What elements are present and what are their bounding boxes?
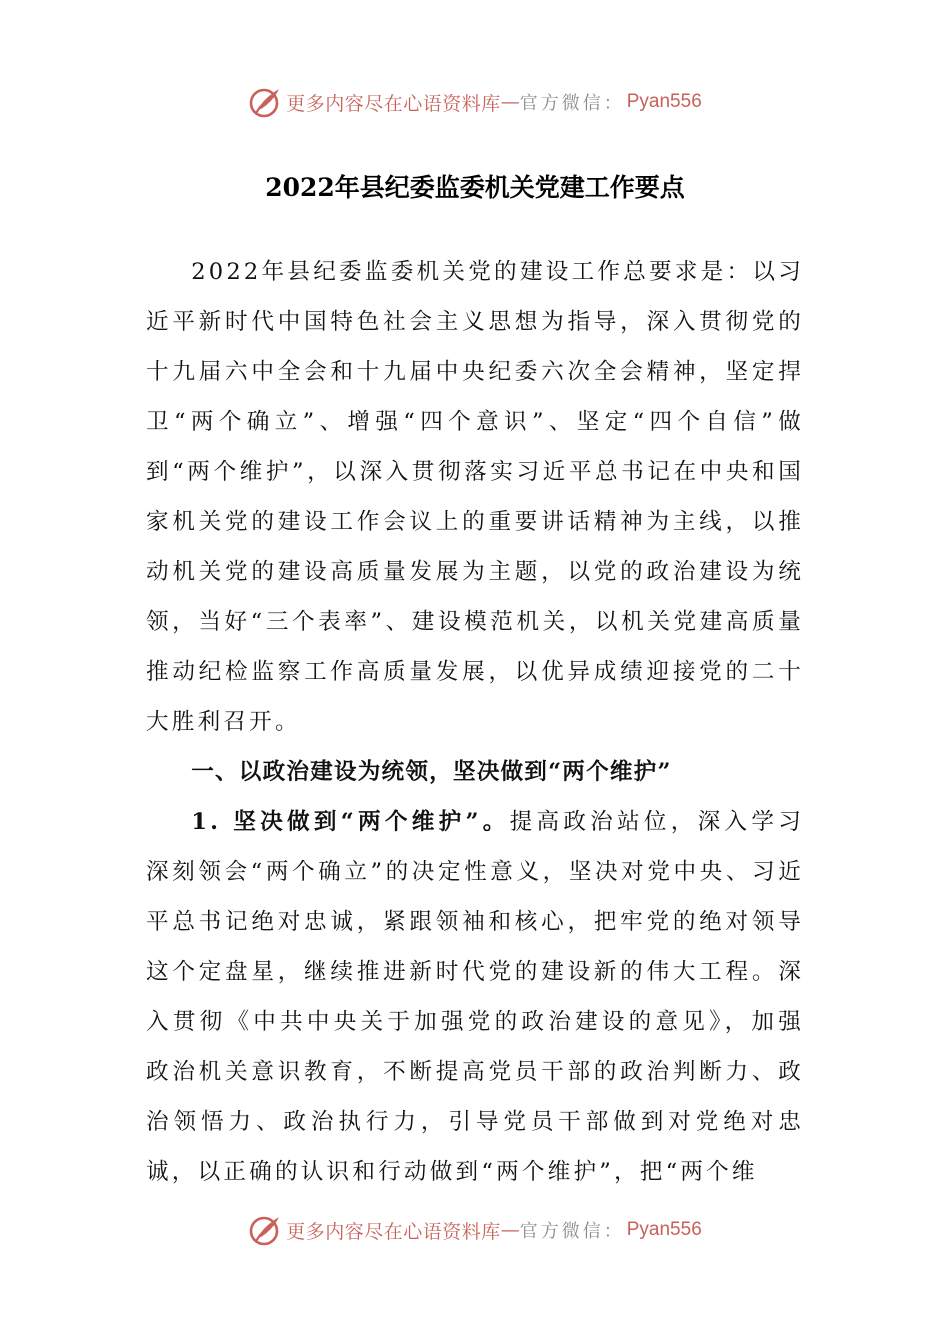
quill-logo-icon [248,85,282,119]
item-paragraph-1 [146,797,804,1197]
watermark-wechat-id: Pyan556 [626,1219,702,1240]
document-body [146,247,804,1197]
watermark-official-label: 官方微信： [519,93,625,114]
section-heading-1: 一、以政治建设为统领，坚决做到“两个维护” [191,759,672,785]
watermark-footer [0,1210,950,1250]
watermark-wechat-id: Pyan556 [626,91,702,112]
watermark-official-label: 官方微信： [519,1221,625,1242]
document-title: 2022年县纪委监委机关党建工作要点 [265,173,685,202]
item-lead-1: 1. 坚决做到“两个维护”。 [191,809,510,835]
watermark-header [0,82,950,122]
quill-logo-icon [248,1213,282,1247]
intro-paragraph: 2022年县纪委监委机关党的建设工作总要求是：以习近平新时代中国特色社会主义思想为指导，深入贯彻党的十九届六中全会和十九届中央纪委六次全会精神，坚定捍卫“两个确立”、增强“四个意识”、坚定“四个自信”做到“两个维护”，以深入贯彻落实习近平总书记在中央和国家机关党的建设工作会议上的重要讲话精神为主线，以推动机关党的建设高质量发展为主题，以党的政治建设为统领，当好“三个表率”、建设模范机关，以机关党建高质量推动纪检监察工作高质量发展，以优异成绩迎接党的二十大胜利召开。 [146,259,804,735]
watermark-dash: — [500,1219,520,1241]
item-text-1: 提高政治站位，深入学习深刻领会“两个确立”的决定性意义，坚决对党中央、习近平总书记绝对忠诚，紧跟领袖和核心，把牢党的绝对领导这个定盘星，继续推进新时代党的建设新的伟大工程。深入贯彻《中共中央关于加强党的政治建设的意见》，加强政治机关意识教育，不断提高党员干部的政治判断力、政治领悟力、政治执行力，引导党员干部做到对党绝对忠诚，以正确的认识和行动做到“两个维护”，把“两个维 [146,809,804,1185]
watermark-dash: — [500,91,520,113]
watermark-text: 更多内容尽在心语资料库 [286,1220,501,1243]
watermark-text: 更多内容尽在心语资料库 [286,92,501,115]
